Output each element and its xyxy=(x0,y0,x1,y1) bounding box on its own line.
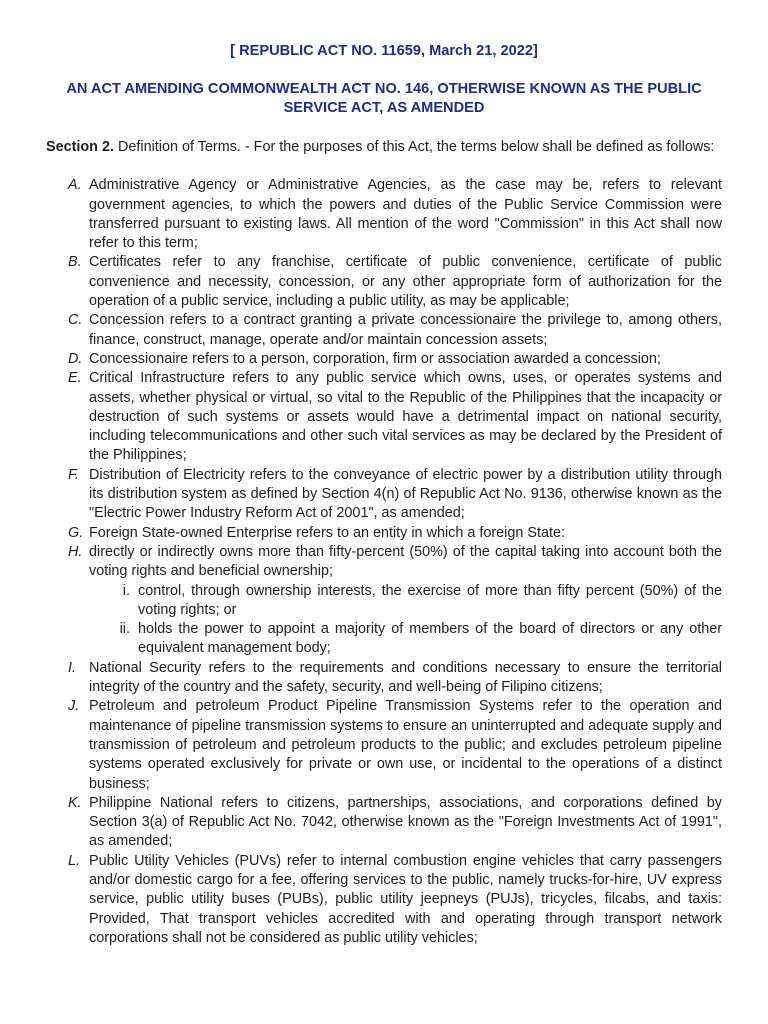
item-text: Concessionaire refers to a person, corporation, firm or association awarded a concession; xyxy=(89,350,661,367)
act-header: [ REPUBLIC ACT NO. 11659, March 21, 2022] xyxy=(230,43,538,59)
list-item xyxy=(46,852,722,948)
item-marker: J. xyxy=(68,698,80,715)
item-marker: C. xyxy=(68,312,83,329)
section-label: Section 2. xyxy=(46,139,114,155)
item-text: Critical Infrastructure refers to any public service which owns, uses, or operates systems and assets, whether physical or virtual, so vital to the Republic of the Philippines that the incapacity or destruction of such systems or assets would have a detrimental impact on national security, including telecommunications and other such vital services as may be declared by the President of the Philippines; xyxy=(89,370,722,464)
sub-item-marker: ii. xyxy=(119,621,130,638)
list-item xyxy=(46,369,722,465)
definitions-list xyxy=(46,176,722,581)
list-item xyxy=(46,794,722,852)
item-marker: E. xyxy=(68,370,82,387)
item-text: Concession refers to a contract granting a private concessionaire the privilege to, among others, finance, construct, manage, operate and/or maintain concession assets; xyxy=(89,312,722,348)
item-marker: G. xyxy=(68,524,84,541)
item-marker: K. xyxy=(68,794,82,811)
item-marker: B. xyxy=(68,254,82,271)
item-text: Certificates refer to any franchise, certificate of public convenience, certificate of public convenience and necessity, concession, or any other appropriate form of authorization for the operation of a public service, including a public utility, as may be applicable; xyxy=(89,254,722,310)
sub-list-item xyxy=(46,582,722,621)
item-marker: A. xyxy=(68,177,82,194)
list-item xyxy=(46,466,722,524)
list-item xyxy=(46,176,722,253)
section-text: Definition of Terms. - For the purposes of this Act, the terms below shall be defined as follows: xyxy=(117,139,715,155)
list-item xyxy=(46,524,722,543)
item-marker: H. xyxy=(68,543,83,560)
list-item xyxy=(46,543,722,582)
list-item xyxy=(46,697,722,793)
list-item xyxy=(46,350,722,369)
item-text: National Security refers to the requirements and conditions necessary to ensure the territorial integrity of the country and the safety, security, and well-being of Filipino citizens; xyxy=(89,659,722,696)
item-text: directly or indirectly owns more than fifty-percent (50%) of the capital taking into account both the voting rights and beneficial ownership; xyxy=(89,543,722,580)
item-text: Distribution of Electricity refers to the conveyance of electric power by a distribution utility through its distribution system as defined by Section 4(n) of Republic Act No. 9136, otherwise known as the "Electric Power Industry Reform Act of 2001", as amended; xyxy=(89,466,722,522)
definitions-list-continued xyxy=(46,659,722,948)
item-text: Administrative Agency or Administrative Agencies, as the case may be, refers to relevant government agencies, to which the powers and duties of the Public Service Commission were transferred pursuant to existing laws. All mention of the word "Commission" in this Act shall now refer to this term; xyxy=(89,177,722,252)
list-item xyxy=(46,311,722,350)
section-intro xyxy=(46,138,722,157)
item-text: Foreign State-owned Enterprise refers to an entity in which a foreign State: xyxy=(89,524,565,541)
sub-item-text: control, through ownership interests, the exercise of more than fifty percent (50%) of the voting rights; or xyxy=(138,582,722,618)
item-marker: L. xyxy=(68,852,81,869)
sub-item-text: holds the power to appoint a majority of members of the board of directors or any other equivalent management body; xyxy=(138,621,722,657)
sub-item-marker: i. xyxy=(122,582,130,599)
item-marker: F. xyxy=(68,466,79,483)
item-marker: I. xyxy=(68,659,76,676)
list-item xyxy=(46,659,722,698)
item-text: Philippine National refers to citizens, partnerships, associations, and corporations defined by Section 3(a) of Republic Act No. 7042, otherwise known as the "Foreign Investments Act of 1991", as amended; xyxy=(89,794,722,850)
sub-list-item xyxy=(46,620,722,659)
act-title: AN ACT AMENDING COMMONWEALTH ACT NO. 146, OTHERWISE KNOWN AS THE PUBLIC SERVICE ACT, AS AMENDED xyxy=(66,81,702,116)
list-item xyxy=(46,253,722,311)
item-marker: D. xyxy=(68,350,83,367)
item-text: Public Utility Vehicles (PUVs) refer to internal combustion engine vehicles that carry passengers and/or domestic cargo for a fee, offering services to the public, namely trucks-for-hire, UV express service, public utility buses (PUBs), public utility jeepneys (PUJs), tricycles, filcabs, and taxis: Provided, That transport vehicles accredited with and operating through transport network corporations shall not be considered as public utility vehicles; xyxy=(89,852,722,946)
sub-list xyxy=(46,582,722,659)
item-text: Petroleum and petroleum Product Pipeline Transmission Systems refer to the operation and maintenance of pipeline transmission systems to ensure an uninterrupted and adequate supply and transmission of petroleum and petroleum products to the public; and excludes petroleum pipeline systems operated exclusively for private or own use, or incidental to the operations of a distinct business; xyxy=(89,698,722,792)
